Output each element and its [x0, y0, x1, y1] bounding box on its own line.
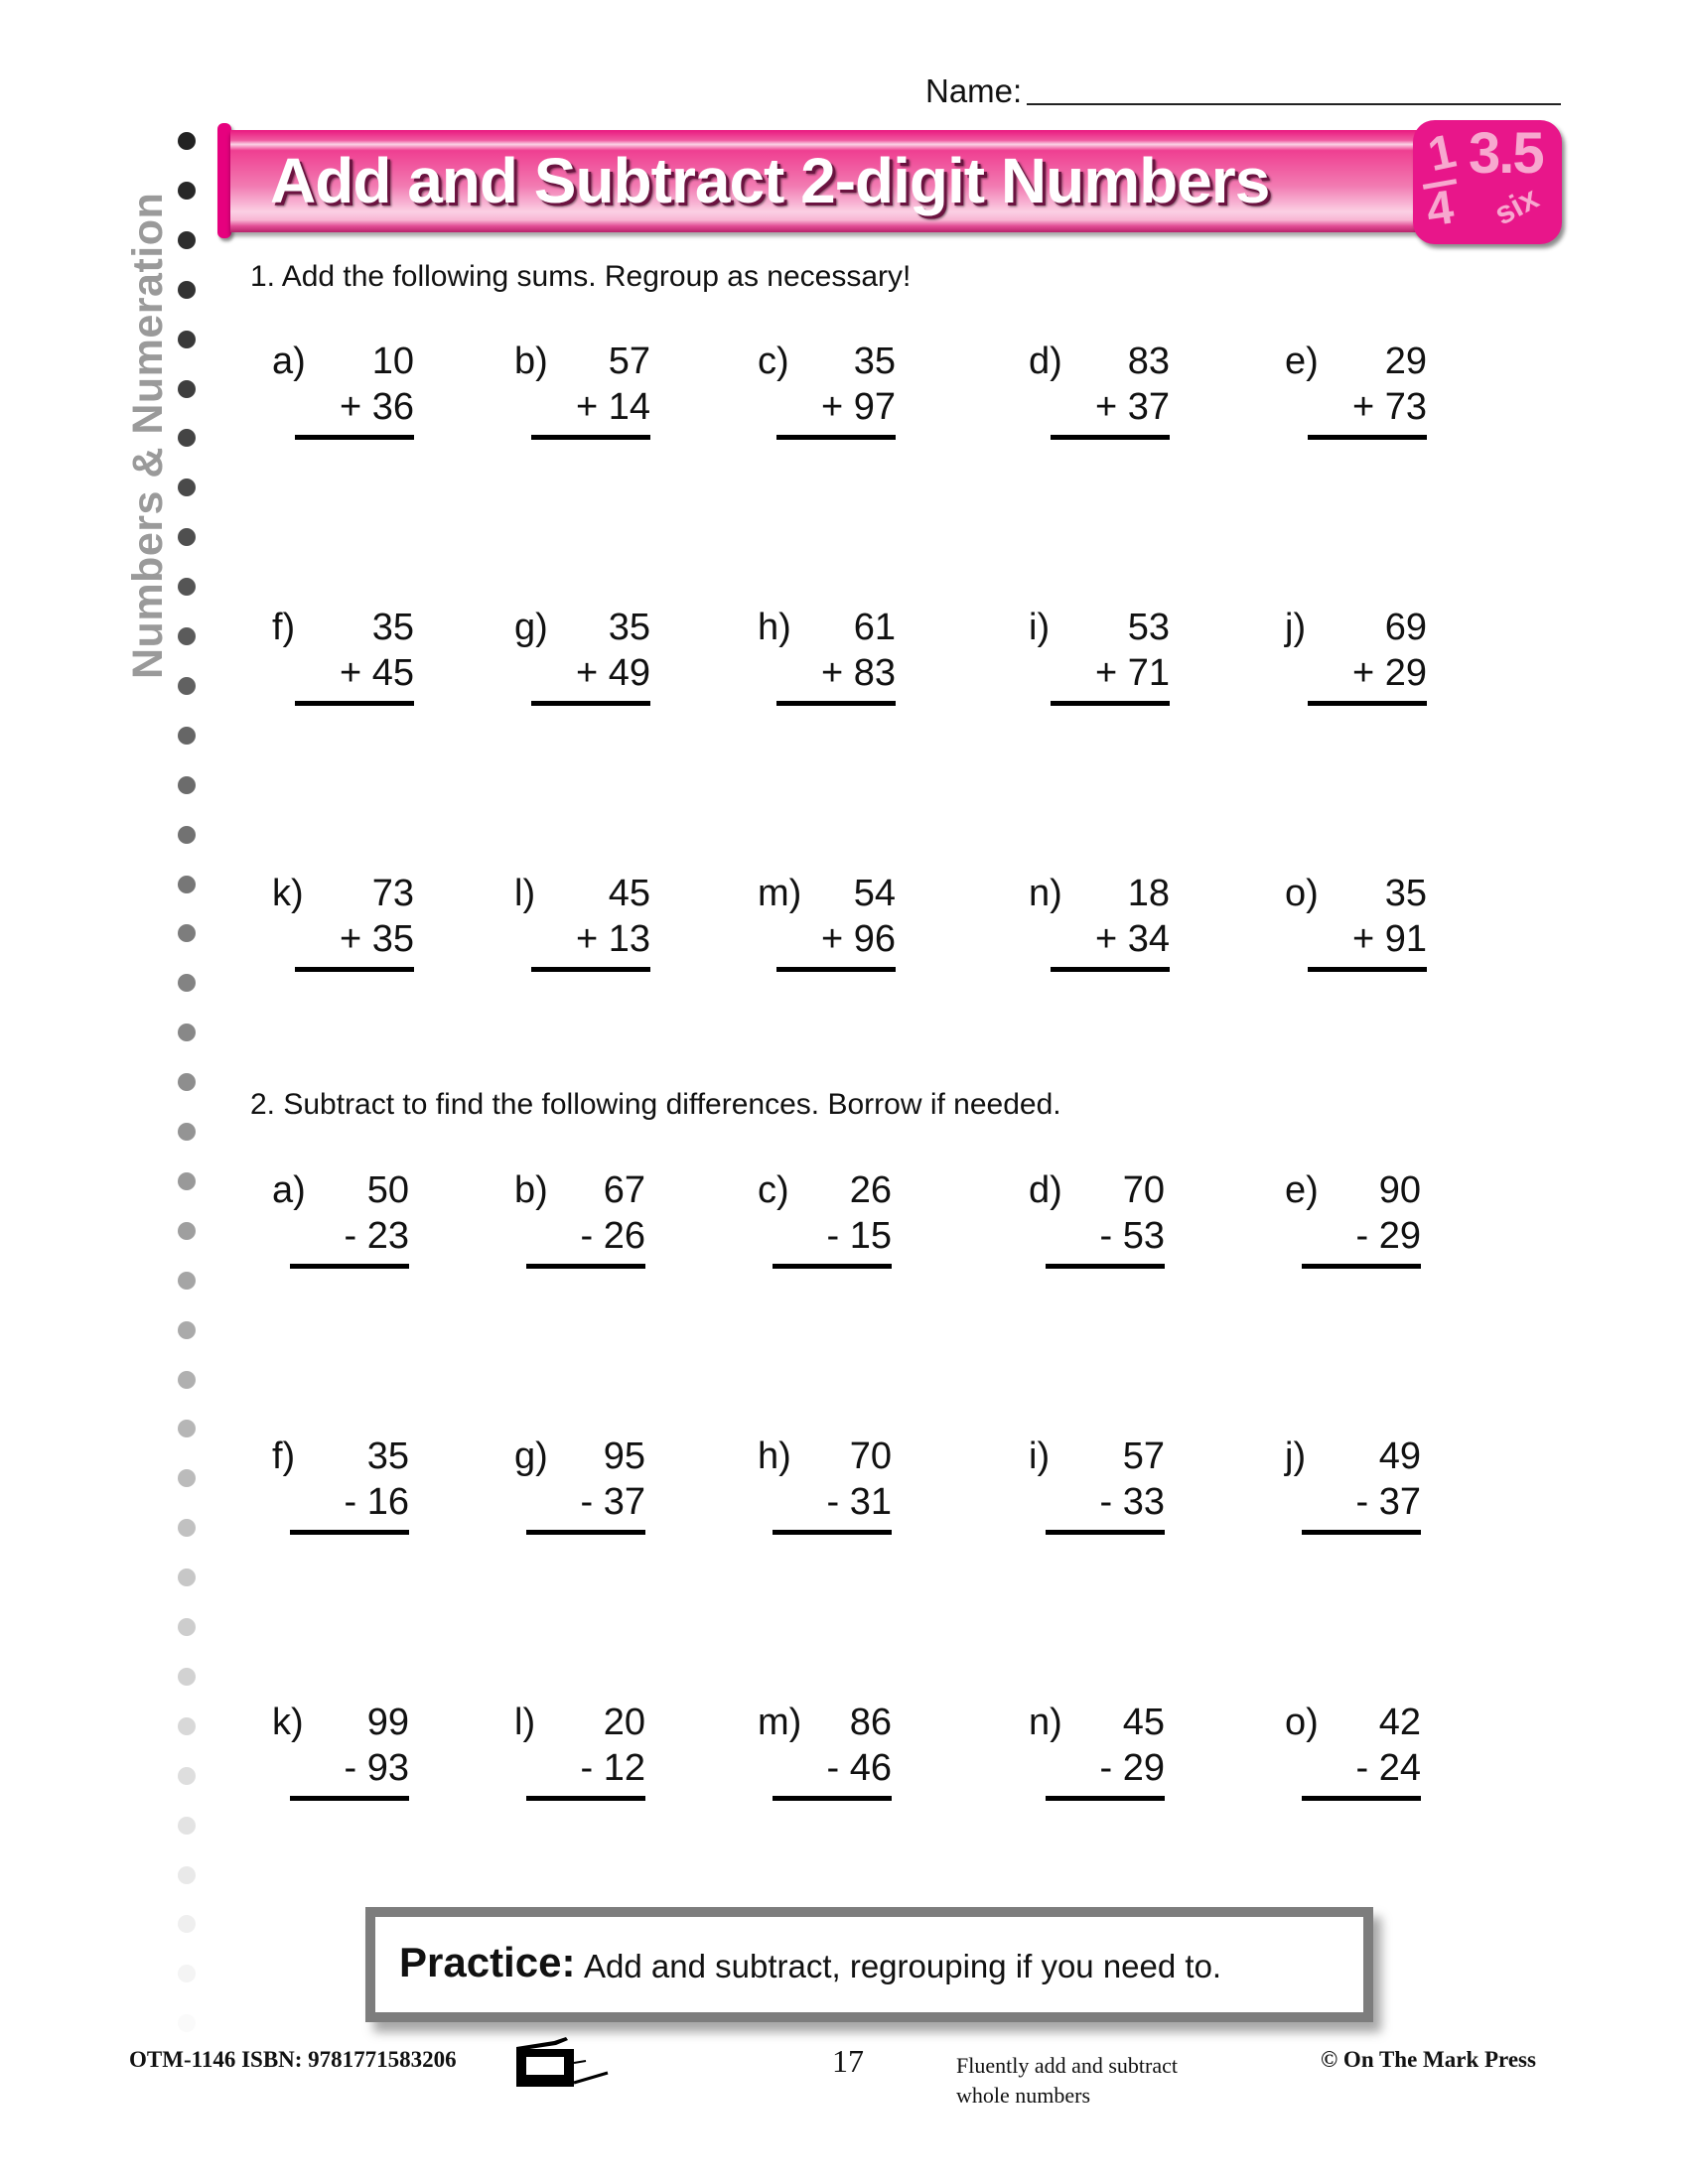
problem-bottom-number: + 91	[1351, 918, 1427, 960]
problem-letter: e)	[1285, 1169, 1319, 1211]
problem-letter: l)	[514, 873, 536, 914]
problem-bottom-number: + 96	[820, 918, 896, 960]
problem-bottom-number: + 37	[1094, 386, 1170, 428]
binder-hole-dot	[178, 1371, 196, 1389]
problem-bottom-number: + 49	[575, 652, 650, 694]
problem-letter: j)	[1285, 607, 1307, 648]
problem-letter: k)	[272, 873, 304, 914]
footer-description-line2: whole numbers	[956, 2083, 1091, 2108]
problem-top-number: 35	[853, 341, 896, 382]
binder-hole-dot	[178, 1172, 196, 1190]
binder-hole-dot	[178, 1618, 196, 1636]
answer-line[interactable]	[773, 1264, 892, 1269]
binder-hole-dot	[178, 727, 196, 745]
binder-hole-dot	[178, 1321, 196, 1339]
binder-hole-dot	[178, 1519, 196, 1537]
problem-bottom-number: - 16	[344, 1481, 409, 1523]
binder-hole-dot	[178, 1717, 196, 1735]
problem-letter: j)	[1285, 1435, 1307, 1477]
problem-letter: f)	[272, 1435, 296, 1477]
problem-subtract	[1029, 1168, 1165, 1268]
banner-cap	[217, 123, 231, 238]
answer-line[interactable]	[531, 701, 650, 706]
practice-box	[365, 1907, 1373, 2022]
problem-bottom-number: - 12	[580, 1747, 645, 1789]
problem-letter: n)	[1029, 1702, 1062, 1743]
problem-bottom-number: + 13	[575, 918, 650, 960]
problem-top-number: 20	[603, 1702, 645, 1743]
problem-bottom-number: - 53	[1099, 1215, 1165, 1257]
problem-top-number: 35	[1384, 873, 1427, 914]
answer-line[interactable]	[1046, 1530, 1165, 1535]
problem-bottom-number: + 34	[1094, 918, 1170, 960]
problem-letter: k)	[272, 1702, 304, 1743]
binder-hole-dot	[178, 1965, 196, 1982]
binder-hole-dot	[178, 924, 196, 942]
problem-add	[1029, 606, 1170, 705]
binder-hole-dot	[178, 578, 196, 596]
problem-top-number: 35	[371, 607, 414, 648]
section-2-heading: 2. Subtract to find the following differences. Borrow if needed.	[250, 1088, 1061, 1121]
problem-letter: b)	[514, 1169, 548, 1211]
problem-bottom-number: - 23	[344, 1215, 409, 1257]
problem-bottom-number: + 36	[339, 386, 414, 428]
badge-denominator: 4	[1423, 181, 1458, 237]
practice-label: Practice:	[399, 1939, 576, 1985]
problem-add	[514, 340, 650, 439]
answer-line[interactable]	[1308, 967, 1427, 972]
problem-top-number: 70	[1122, 1169, 1165, 1211]
problem-subtract	[1285, 1701, 1421, 1800]
binder-hole-dot	[178, 331, 196, 348]
answer-line[interactable]	[290, 1264, 409, 1269]
problem-add	[272, 606, 414, 705]
problem-bottom-number: - 29	[1099, 1747, 1165, 1789]
problem-top-number: 61	[853, 607, 896, 648]
problem-bottom-number: + 14	[575, 386, 650, 428]
answer-line[interactable]	[1046, 1264, 1165, 1269]
binder-hole-dot	[178, 281, 196, 299]
binder-hole-dot	[178, 429, 196, 447]
page-title: Add and Subtract 2-digit Numbers	[270, 145, 1270, 216]
problem-add	[1285, 340, 1427, 439]
answer-line[interactable]	[773, 1530, 892, 1535]
answer-line[interactable]	[290, 1796, 409, 1801]
problem-subtract	[514, 1434, 645, 1534]
problem-subtract	[758, 1168, 892, 1268]
answer-line[interactable]	[531, 435, 650, 440]
badge-numerator: 1	[1423, 124, 1461, 183]
answer-line[interactable]	[1308, 435, 1427, 440]
problem-top-number: 99	[366, 1702, 409, 1743]
practice-text: Add and subtract, regrouping if you need to.	[584, 1948, 1222, 1984]
binder-hole-dot	[178, 677, 196, 695]
problem-top-number: 67	[603, 1169, 645, 1211]
binder-hole-dot	[178, 776, 196, 794]
binder-hole-dot	[178, 1817, 196, 1835]
binder-hole-dot	[178, 1123, 196, 1141]
problem-letter: i)	[1029, 607, 1051, 648]
binder-hole-dot	[178, 1767, 196, 1785]
binder-hole-dot	[178, 1272, 196, 1290]
problem-letter: e)	[1285, 341, 1319, 382]
answer-line[interactable]	[526, 1264, 645, 1269]
problem-top-number: 86	[849, 1702, 892, 1743]
problem-bottom-number: + 35	[339, 918, 414, 960]
problem-top-number: 57	[1122, 1435, 1165, 1477]
problem-bottom-number: + 83	[820, 652, 896, 694]
answer-line[interactable]	[1051, 701, 1170, 706]
binder-hole-dot	[178, 1866, 196, 1884]
subject-sidebar-label: Numbers & Numeration	[124, 192, 172, 679]
problem-subtract	[514, 1168, 645, 1268]
problem-top-number: 18	[1127, 873, 1170, 914]
problem-add	[272, 872, 414, 971]
answer-line[interactable]	[295, 967, 414, 972]
answer-line[interactable]	[1302, 1530, 1421, 1535]
problem-top-number: 70	[849, 1435, 892, 1477]
binder-hole-dot	[178, 974, 196, 992]
answer-line[interactable]	[1308, 701, 1427, 706]
footer-description-line1: Fluently add and subtract	[956, 2053, 1179, 2078]
problem-letter: d)	[1029, 341, 1062, 382]
answer-line[interactable]	[295, 701, 414, 706]
problem-top-number: 29	[1384, 341, 1427, 382]
badge-word: six	[1487, 179, 1545, 232]
problem-bottom-number: - 93	[344, 1747, 409, 1789]
answer-line[interactable]	[295, 435, 414, 440]
binder-hole-dot	[178, 380, 196, 398]
problem-letter: m)	[758, 1702, 802, 1743]
binder-hole-dot	[178, 1024, 196, 1041]
binder-hole-dot	[178, 2014, 196, 2032]
binder-hole-dot	[178, 1420, 196, 1437]
problem-letter: b)	[514, 341, 548, 382]
problem-bottom-number: + 71	[1094, 652, 1170, 694]
problem-subtract	[272, 1434, 409, 1534]
section-1-heading: 1. Add the following sums. Regroup as necessary!	[250, 260, 912, 293]
badge-decimal: 3.5	[1469, 121, 1543, 186]
binder-hole-dot	[178, 1569, 196, 1586]
answer-line[interactable]	[1046, 1796, 1165, 1801]
footer-isbn: OTM-1146 ISBN: 9781771583206	[129, 2047, 457, 2072]
answer-line[interactable]	[776, 435, 896, 440]
answer-line[interactable]	[526, 1530, 645, 1535]
problem-top-number: 45	[608, 873, 650, 914]
problem-top-number: 83	[1127, 341, 1170, 382]
page-number: 17	[832, 2043, 864, 2079]
problem-top-number: 49	[1378, 1435, 1421, 1477]
problem-letter: o)	[1285, 1702, 1319, 1743]
problem-subtract	[1029, 1701, 1165, 1800]
problem-letter: a)	[272, 1169, 306, 1211]
answer-line[interactable]	[290, 1530, 409, 1535]
problem-subtract	[1285, 1434, 1421, 1534]
problem-top-number: 95	[603, 1435, 645, 1477]
problem-bottom-number: + 97	[820, 386, 896, 428]
name-label: Name:	[925, 72, 1023, 109]
binder-hole-dot	[178, 231, 196, 249]
binder-hole-dot	[178, 478, 196, 496]
problem-letter: h)	[758, 1435, 791, 1477]
problem-add	[272, 340, 414, 439]
binder-hole-dot	[178, 1915, 196, 1933]
photocopier-icon	[514, 2037, 610, 2087]
binder-hole-dot	[178, 1073, 196, 1091]
binder-hole-dot	[178, 627, 196, 645]
problem-top-number: 50	[366, 1169, 409, 1211]
problem-bottom-number: + 29	[1351, 652, 1427, 694]
problem-top-number: 45	[1122, 1702, 1165, 1743]
problem-top-number: 53	[1127, 607, 1170, 648]
problem-subtract	[1029, 1434, 1165, 1534]
problem-subtract	[272, 1701, 409, 1800]
binder-hole-dot	[178, 826, 196, 844]
binder-hole-dot	[178, 1469, 196, 1487]
answer-line[interactable]	[1051, 967, 1170, 972]
answer-line[interactable]	[1302, 1796, 1421, 1801]
problem-letter: i)	[1029, 1435, 1051, 1477]
problem-bottom-number: - 24	[1355, 1747, 1421, 1789]
problem-top-number: 57	[608, 341, 650, 382]
answer-line[interactable]	[1302, 1264, 1421, 1269]
problem-letter: d)	[1029, 1169, 1062, 1211]
problem-bottom-number: + 45	[339, 652, 414, 694]
problem-letter: g)	[514, 1435, 548, 1477]
problem-bottom-number: - 29	[1355, 1215, 1421, 1257]
problem-add	[758, 340, 896, 439]
problem-letter: a)	[272, 341, 306, 382]
problem-add	[1029, 340, 1170, 439]
problem-letter: l)	[514, 1702, 536, 1743]
problem-letter: g)	[514, 607, 548, 648]
problem-add	[514, 606, 650, 705]
problem-bottom-number: - 26	[580, 1215, 645, 1257]
problem-bottom-number: - 37	[1355, 1481, 1421, 1523]
answer-line[interactable]	[1051, 435, 1170, 440]
problem-add	[514, 872, 650, 971]
problem-bottom-number: - 33	[1099, 1481, 1165, 1523]
problem-letter: h)	[758, 607, 791, 648]
problem-add	[758, 606, 896, 705]
problem-bottom-number: - 15	[826, 1215, 892, 1257]
problem-bottom-number: - 31	[826, 1481, 892, 1523]
problem-add	[1285, 606, 1427, 705]
problem-letter: m)	[758, 873, 802, 914]
answer-line[interactable]	[526, 1796, 645, 1801]
binder-hole-dot	[178, 182, 196, 200]
problem-top-number: 54	[853, 873, 896, 914]
binder-hole-dot	[178, 1222, 196, 1240]
problem-top-number: 73	[371, 873, 414, 914]
problem-subtract	[272, 1168, 409, 1268]
problem-subtract	[758, 1434, 892, 1534]
footer-description	[956, 2051, 1178, 2111]
binder-hole-dot	[178, 1668, 196, 1686]
binder-hole-dot	[178, 528, 196, 546]
problem-top-number: 35	[366, 1435, 409, 1477]
problem-add	[1029, 872, 1170, 971]
binder-hole-dot	[178, 132, 196, 150]
problem-top-number: 35	[608, 607, 650, 648]
answer-line[interactable]	[776, 701, 896, 706]
problem-bottom-number: - 37	[580, 1481, 645, 1523]
answer-line[interactable]	[531, 967, 650, 972]
problem-top-number: 10	[371, 341, 414, 382]
answer-line[interactable]	[776, 967, 896, 972]
problem-letter: c)	[758, 1169, 789, 1211]
problem-letter: c)	[758, 341, 789, 382]
problem-top-number: 69	[1384, 607, 1427, 648]
problem-top-number: 42	[1378, 1702, 1421, 1743]
problem-top-number: 90	[1378, 1169, 1421, 1211]
problem-letter: o)	[1285, 873, 1319, 914]
answer-line[interactable]	[773, 1796, 892, 1801]
problem-bottom-number: + 73	[1351, 386, 1427, 428]
problem-letter: f)	[272, 607, 296, 648]
problem-add	[758, 872, 896, 971]
problem-add	[1285, 872, 1427, 971]
problem-letter: n)	[1029, 873, 1062, 914]
problem-subtract	[1285, 1168, 1421, 1268]
name-input-line[interactable]	[1027, 103, 1561, 105]
problem-subtract	[514, 1701, 645, 1800]
footer-copyright: © On The Mark Press	[1321, 2047, 1536, 2072]
problem-bottom-number: - 46	[826, 1747, 892, 1789]
problem-top-number: 26	[849, 1169, 892, 1211]
numbers-badge-icon	[1413, 120, 1562, 244]
binder-hole-dot	[178, 876, 196, 893]
problem-subtract	[758, 1701, 892, 1800]
